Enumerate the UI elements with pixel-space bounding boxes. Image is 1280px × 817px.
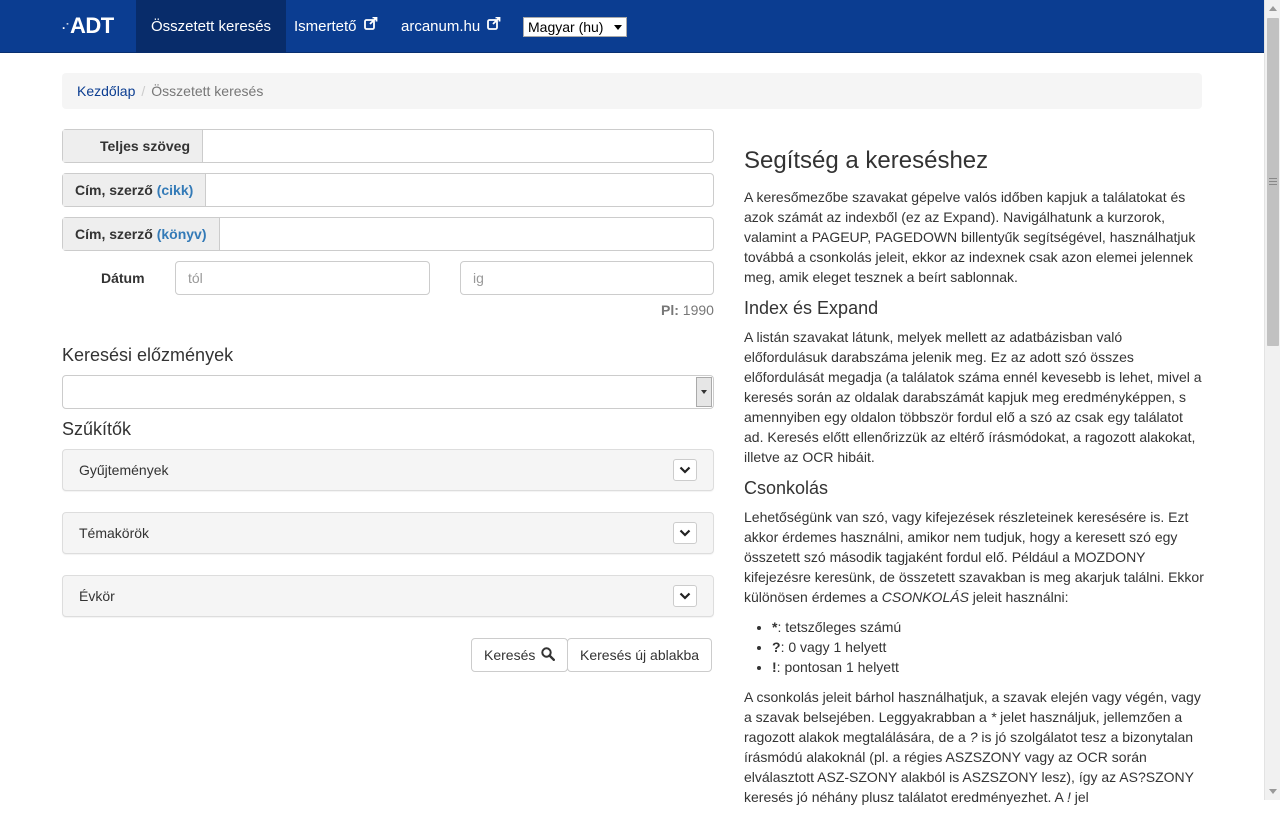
symbol-desc: : pontosan 1 helyett (776, 659, 899, 675)
breadcrumb-home-link[interactable]: Kezdőlap (77, 83, 136, 99)
filter-panel-gyujtemenyek[interactable] (62, 449, 714, 491)
article-label-text: Cím, szerző (75, 182, 153, 198)
usage-a: A csonkolás jeleit bárhol használhatjuk, a szavak elején vagy végén, vagy a szavak belsejében. Leggyakrabban a (744, 689, 1201, 725)
article-label (63, 174, 206, 206)
chevron-down-icon (679, 528, 691, 538)
panel-label: Gyűjtemények (79, 462, 169, 478)
trunc-em: CSONKOLÁS (881, 589, 969, 605)
external-link-icon (364, 0, 378, 52)
symbol: * (772, 619, 778, 635)
search-button-label: Keresés (484, 647, 536, 663)
symbol-desc: : 0 vagy 1 helyett (780, 639, 887, 655)
book-label-text: Cím, szerző (75, 226, 153, 242)
symbol: ! (772, 659, 777, 675)
expand-button[interactable] (673, 585, 697, 607)
nav-ismerteto[interactable] (279, 0, 393, 53)
chevron-down-icon (679, 591, 691, 601)
help-intro: A keresőmezőbe szavakat gépelve valós időben kapjuk a találatokat és azok számát az indexből (ez az Expand). Navigálhatunk a kurzorok, valamint a PAGEUP, PAGEDOWN billentyűk segítségével, használhatjuk továbbá a csonkolás jeleit, ekkor az indexnek csak azon elemei jelennek meg, amik eleget tesznek a beírt sablonnak. (744, 189, 1196, 285)
help-index-text: A listán szavakat látunk, melyek mellett az adatbázisban való előfordulásuk darabszáma jelenik meg. Ez az adott szó összes előfordulását megadja (a találatok száma ennél kevesebb is lehet, mivel a keresés során az oldalak darabszámát kapjuk meg eredményképpen, s amennyiben egy oldalon többször fordul elő a szó az csak egy találatot ad. Keresés előtt ellenőrizzük az eltérő írásmódokat, a ragozott alakokat, illetve az OCR hibáit. (744, 329, 1202, 465)
usage-f: ! (1066, 789, 1071, 805)
symbol-desc: : tetszőleges számú (777, 619, 902, 635)
search-new-window-button[interactable] (567, 638, 712, 672)
truncation-symbol-list (744, 617, 1204, 677)
breadcrumb-current: Összetett keresés (151, 83, 264, 99)
nav-label: arcanum.hu (401, 18, 481, 35)
top-navbar (0, 0, 1264, 53)
full-text-group (62, 129, 714, 163)
nav-arcanum[interactable] (386, 0, 516, 53)
book-input[interactable] (220, 218, 714, 250)
nav-label: Összetett keresés (151, 18, 272, 35)
date-label: Dátum (101, 270, 145, 286)
book-label (63, 218, 220, 250)
breadcrumb-separator: / (141, 83, 146, 99)
help-usage-text (744, 687, 1204, 807)
language-select[interactable] (523, 17, 627, 37)
article-type-link[interactable]: (cikk) (156, 182, 194, 198)
breadcrumb (62, 73, 1202, 109)
usage-g: jel (1074, 789, 1089, 805)
example-label: Pl: (661, 302, 679, 318)
help-index-title: Index és Expand (744, 298, 879, 318)
chevron-down-icon[interactable] (696, 377, 712, 407)
example-value: 1990 (682, 302, 714, 318)
nav-osszetett-kereses[interactable] (136, 0, 286, 53)
chevron-down-icon (679, 465, 691, 475)
grip-icon (1269, 178, 1277, 187)
trunc-text: Lehetőségünk van szó, vagy kifejezések részleteinek keresésére is. Ezt akkor érdemes használni, amikor nem tudjuk, hogy a keresett szó egy összetett szó második tagjaként fordul elő. Például a MOZDONY kifejezésre keresünk, de összetett szavakban is meg akarjuk találni. Ekkor különösen érdemes a (744, 509, 1204, 605)
filters-title: Szűkítők (62, 419, 132, 439)
date-to-input[interactable]: ig (460, 261, 714, 295)
help-panel (744, 146, 1204, 817)
article-group (62, 173, 714, 207)
panel-label: Évkör (79, 588, 115, 604)
external-link-icon (487, 0, 501, 52)
scroll-up-icon[interactable] (1269, 6, 1277, 11)
filter-panel-evkor[interactable] (62, 575, 714, 617)
filter-panel-temakorok[interactable] (62, 512, 714, 554)
help-title: Segítség a kereséshez (744, 147, 989, 174)
date-from-input[interactable]: tól (175, 261, 430, 295)
search-icon (541, 647, 555, 661)
search-button[interactable] (471, 638, 568, 672)
list-item (772, 637, 1204, 657)
full-text-input[interactable] (203, 130, 713, 162)
book-type-link[interactable]: (könyv) (156, 226, 207, 242)
usage-c: jelet használjuk, jellemzően a ragozott alakok megtalálására, de a (744, 709, 1183, 745)
panel-label: Témakörök (79, 525, 150, 541)
history-select[interactable] (62, 375, 714, 409)
chevron-down-icon (614, 25, 622, 30)
help-truncation-text (744, 507, 1204, 607)
symbol: ? (772, 639, 781, 655)
logo-text: ADT (70, 13, 114, 38)
full-text-label: Teljes szöveg (63, 130, 203, 162)
usage-d: ? (969, 729, 978, 745)
search-new-window-label: Keresés új ablakba (580, 647, 700, 663)
list-item (772, 657, 1204, 677)
expand-button[interactable] (673, 459, 697, 481)
usage-b: * (990, 709, 997, 725)
book-group (62, 217, 714, 251)
logo-mark-icon: ·˙ (62, 21, 69, 35)
language-value: Magyar (hu) (528, 19, 604, 35)
date-example (661, 302, 714, 318)
usage-e: is jó szolgálatot tesz a bizonytalan írásmódú alakoknál (pl. a régies ASZSZONY vagy az OCR során elválasztott ASZ-SZONY alakból is ASZSZONY lesz), így az AS?SZONY keresés jó néhány plusz találatot eredményezhet. A (744, 729, 1194, 805)
article-input[interactable] (206, 174, 713, 206)
trunc-tail: jeleit használni: (972, 589, 1069, 605)
help-truncation-title: Csonkolás (744, 478, 829, 498)
expand-button[interactable] (673, 522, 697, 544)
nav-label: Ismertető (294, 18, 357, 35)
list-item (772, 617, 1204, 637)
page-scrollbar[interactable] (1264, 0, 1280, 800)
scroll-down-icon[interactable] (1269, 789, 1277, 794)
adt-logo[interactable] (62, 13, 114, 39)
history-title: Keresési előzmények (62, 345, 234, 365)
